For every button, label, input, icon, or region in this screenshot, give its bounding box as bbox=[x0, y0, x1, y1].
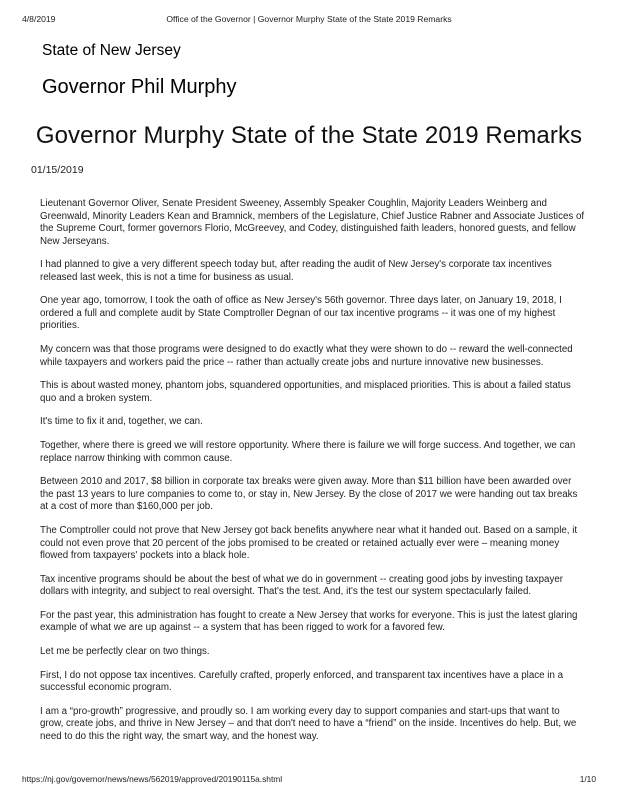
paragraph: One year ago, tomorrow, I took the oath of office as New Jersey's 56th governor. Three days later, on January 19, 2018, I ordered a full and complete audit by State Comptroller Degnan of our tax incentive programs -- it was one of my highest priorities. bbox=[40, 295, 562, 332]
print-page-number: 1/10 bbox=[579, 774, 596, 784]
page-title: Governor Murphy State of the State 2019 Remarks bbox=[35, 122, 583, 149]
print-header bbox=[22, 14, 596, 26]
site-state-link[interactable]: State of New Jersey bbox=[42, 42, 181, 59]
paragraph: My concern was that those programs were designed to do exactly what they were shown to do -- reward the well-connected while taxpayers and workers paid the price -- rather than actually create jobs and nurture innovative new businesses. bbox=[40, 344, 573, 368]
post-date: 01/15/2019 bbox=[31, 164, 84, 176]
site-governor-link[interactable]: Governor Phil Murphy bbox=[42, 76, 237, 98]
paragraph: Together, where there is greed we will restore opportunity. Where there is failure we will forge success. And together, we can replace narrow thinking with common cause. bbox=[40, 440, 576, 464]
paragraph: Lieutenant Governor Oliver, Senate President Sweeney, Assembly Speaker Coughlin, Majority Leaders Weinberg and Greenwald, Minority Leaders Kean and Bramnick, members of the Legislature, Chief Justice Rabner and Associate Justices of the Supreme Court, former governors Florio, McGreevey, and Codey, distinguished faith leaders, honored guests, and fellow New Jerseyans. bbox=[40, 198, 585, 247]
paragraph: This is about wasted money, phantom jobs, squandered opportunities, and misplaced priorities. This is about a failed status quo and a broken system. bbox=[40, 380, 571, 404]
paragraph: Between 2010 and 2017, $8 billion in corporate tax breaks were given away. More than $11 billion have been awarded over the past 13 years to lure companies to come to, or stay in, New Jersey. By the close of 2017 we were handing out tax breaks at a cost of more than $160,000 per job. bbox=[40, 476, 578, 513]
article-body bbox=[40, 198, 585, 755]
paragraph: For the past year, this administration has fought to create a New Jersey that works for everyone. This is just the latest glaring example of what we are up against -- a system that has been rigged to work for a favored few. bbox=[40, 609, 578, 634]
paragraph: Let me be perfectly clear on two things. bbox=[40, 646, 210, 658]
paragraph: Tax incentive programs should be about the best of what we do in government -- creating good jobs by investing taxpayer dollars with integrity, and subject to real oversight. That's the test. And, it's the test our system spectacularly failed. bbox=[40, 573, 564, 598]
paragraph: I had planned to give a very different speech today but, after reading the audit of New Jersey's corporate tax incentives released last week, this is not a time for business as usual. bbox=[40, 259, 552, 283]
paragraph: It's time to fix it and, together, we can. bbox=[40, 416, 203, 428]
print-url: https://nj.gov/governor/news/news/562019/approved/20190115a.shtml bbox=[22, 774, 283, 784]
print-page-title: Office of the Governor | Governor Murphy State of the State 2019 Remarks bbox=[166, 14, 452, 24]
paragraph: First, I do not oppose tax incentives. Carefully crafted, properly enforced, and transparent tax incentives have a place in a successful economic program. bbox=[40, 669, 563, 694]
paragraph: The Comptroller could not prove that New Jersey got back benefits anywhere near what it handed out. Based on a sample, it could not even prove that 20 percent of the jobs promised to be created or retained actually ever were – meaning money flowed from taxpayers' pockets into a black hole. bbox=[40, 525, 578, 561]
print-date: 4/8/2019 bbox=[22, 14, 56, 24]
paragraph: I am a “pro-growth” progressive, and proudly so. I am working every day to support companies and start-ups that want to grow, create jobs, and thrive in New Jersey – and that don't need to have a “friend” on the inside. Incentives do help. But, we need to do this the right way, the smart way, and the honest way. bbox=[40, 705, 577, 742]
print-footer bbox=[22, 774, 596, 786]
